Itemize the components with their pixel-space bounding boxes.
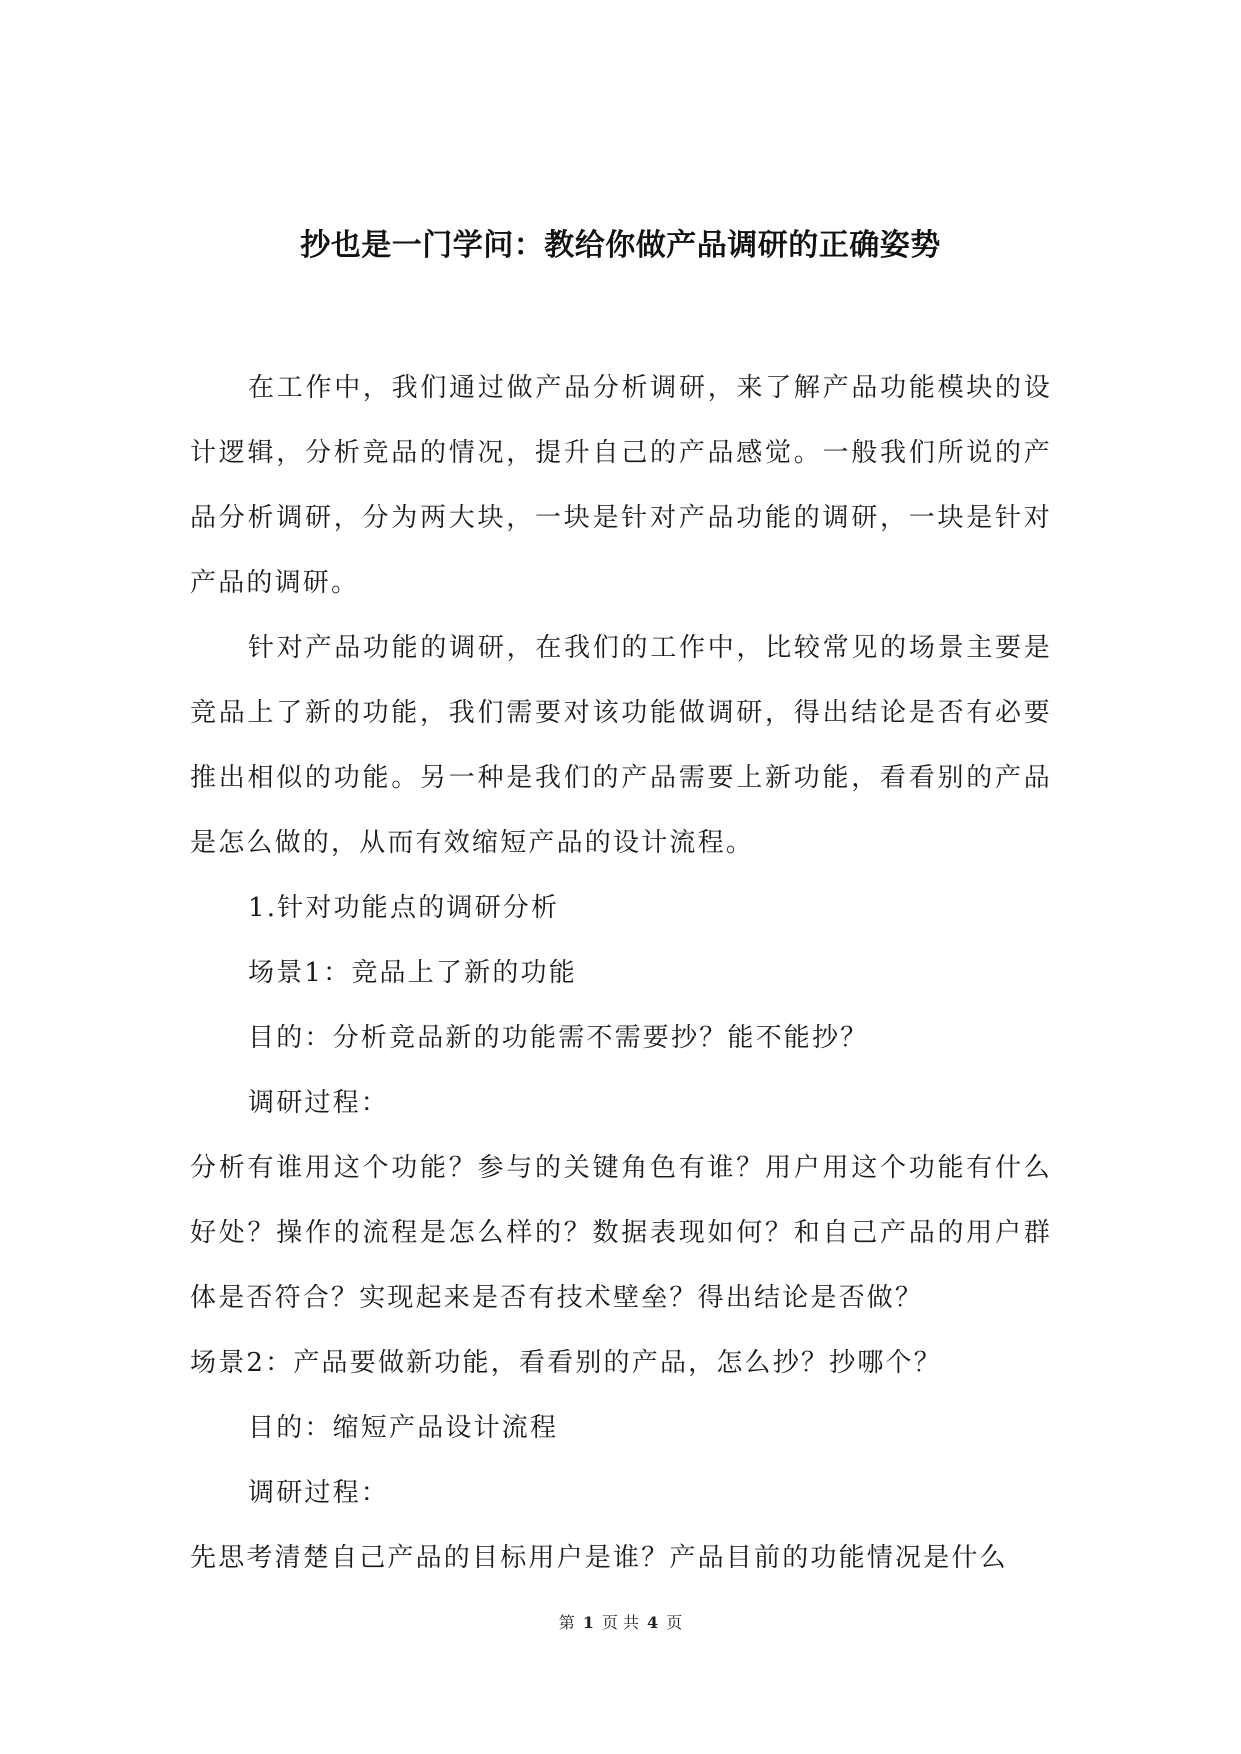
footer-suffix: 页 — [666, 1613, 683, 1632]
page-footer — [0, 1611, 1241, 1635]
section-heading: 1.针对功能点的调研分析 — [248, 893, 560, 923]
scenario-heading: 场景2：产品要做新功能，看看别的产品，怎么抄？抄哪个？ — [190, 1348, 942, 1378]
paragraph: 目的：分析竞品新的功能需不需要抄？能不能抄？ — [248, 1023, 869, 1053]
paragraph: 调研过程： — [248, 1478, 390, 1508]
paragraph: 目的：缩短产品设计流程 — [248, 1413, 559, 1443]
paragraph: 针对产品功能的调研，在我们的工作中，比较常见的场景主要是竞品上了新的功能，我们需要对该功能做调研，得出结论是否有必要推出相似的功能。另一种是我们的产品需要上新功能，看看别的产品是怎么做的，从而有效缩短产品的设计流程。 — [190, 633, 1052, 858]
paragraph: 分析有谁用这个功能？参与的关键角色有谁？用户用这个功能有什么好处？操作的流程是怎么样的？数据表现如何？和自己产品的用户群体是否符合？实现起来是否有技术壁垒？得出结论是否做？ — [190, 1153, 1052, 1313]
paragraph: 先思考清楚自己产品的目标用户是谁？产品目前的功能情况是什么 — [190, 1543, 1008, 1573]
current-page-number: 1 — [582, 1613, 594, 1632]
paragraph: 在工作中，我们通过做产品分析调研，来了解产品功能模块的设计逻辑，分析竞品的情况，提升自己的产品感觉。一般我们所说的产品分析调研，分为两大块，一块是针对产品功能的调研，一块是针对产品的调研。 — [190, 373, 1052, 598]
footer-prefix: 第 — [558, 1613, 575, 1632]
paragraph: 调研过程： — [248, 1088, 390, 1118]
document-body — [190, 356, 1052, 1591]
footer-middle: 页 共 — [601, 1613, 640, 1632]
document-title: 抄也是一门学问：教给你做产品调研的正确姿势 — [300, 228, 941, 263]
total-page-number: 4 — [647, 1613, 659, 1632]
scenario-heading: 场景1：竞品上了新的功能 — [248, 958, 577, 988]
